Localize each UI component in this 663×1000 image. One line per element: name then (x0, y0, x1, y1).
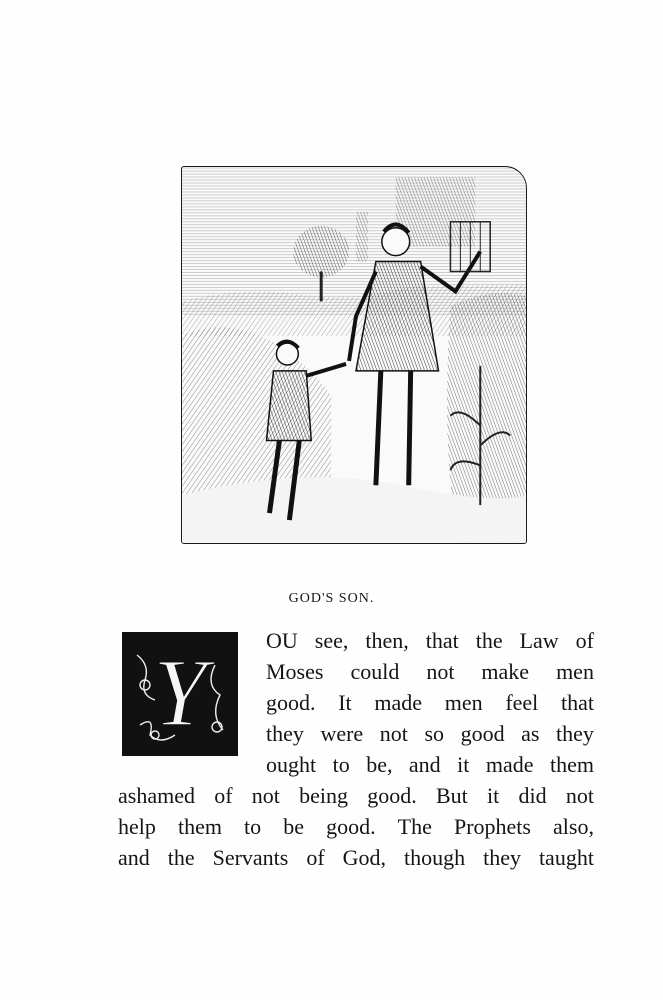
word: men (556, 659, 594, 684)
word: taught (538, 845, 594, 870)
word: to (332, 752, 350, 777)
word: made (485, 752, 534, 777)
word: But (435, 783, 468, 808)
word: be (283, 814, 305, 839)
word: they (556, 721, 594, 746)
word: ashamed (118, 783, 195, 808)
word: though (403, 845, 466, 870)
word: good (460, 721, 505, 746)
word: It (338, 690, 352, 715)
paragraph-line (118, 843, 594, 874)
word: they (483, 845, 521, 870)
word: they (266, 721, 304, 746)
paragraph-line (118, 812, 594, 843)
paragraph-line (266, 657, 594, 688)
word: as (521, 721, 540, 746)
word: the (475, 628, 503, 653)
word: did (518, 783, 547, 808)
paragraph-line (266, 750, 594, 781)
word: Moses (266, 659, 324, 684)
word: see, (314, 628, 349, 653)
word: it (457, 752, 470, 777)
paragraph-line (266, 626, 594, 657)
word: them (177, 814, 222, 839)
word: not (251, 783, 280, 808)
word: made (374, 690, 423, 715)
word: and (118, 845, 150, 870)
word: be, (366, 752, 393, 777)
word: OU (266, 628, 298, 653)
word: Law (519, 628, 559, 653)
word: God, (342, 845, 387, 870)
word: good. (367, 783, 417, 808)
word: being (299, 783, 349, 808)
word: and (408, 752, 441, 777)
word: of (306, 845, 325, 870)
word: make (481, 659, 530, 684)
word: good. (266, 690, 316, 715)
word: it (487, 783, 500, 808)
word: also, (553, 814, 594, 839)
word: men (444, 690, 483, 715)
drop-cap-letter: Y (153, 639, 207, 746)
word: were (320, 721, 364, 746)
word: of (214, 783, 233, 808)
paragraph-line (266, 688, 594, 719)
word: then, (365, 628, 409, 653)
word: the (167, 845, 195, 870)
word: that (425, 628, 459, 653)
word: not (379, 721, 408, 746)
engraving-illustration (181, 166, 527, 544)
word: Servants (212, 845, 289, 870)
word: not (426, 659, 455, 684)
word: that (560, 690, 594, 715)
word: so (424, 721, 445, 746)
word: help (118, 814, 156, 839)
drop-cap-initial (122, 632, 238, 756)
word: could (350, 659, 400, 684)
word: to (244, 814, 262, 839)
word: good. (326, 814, 376, 839)
word: feel (505, 690, 539, 715)
word: them (549, 752, 594, 777)
word: not (565, 783, 594, 808)
word: ought (266, 752, 317, 777)
paragraph-line (118, 781, 594, 812)
word: of (575, 628, 594, 653)
word: The (397, 814, 432, 839)
word: Prophets (453, 814, 531, 839)
paragraph-line (266, 719, 594, 750)
illustration-caption: GOD'S SON. (288, 591, 375, 606)
